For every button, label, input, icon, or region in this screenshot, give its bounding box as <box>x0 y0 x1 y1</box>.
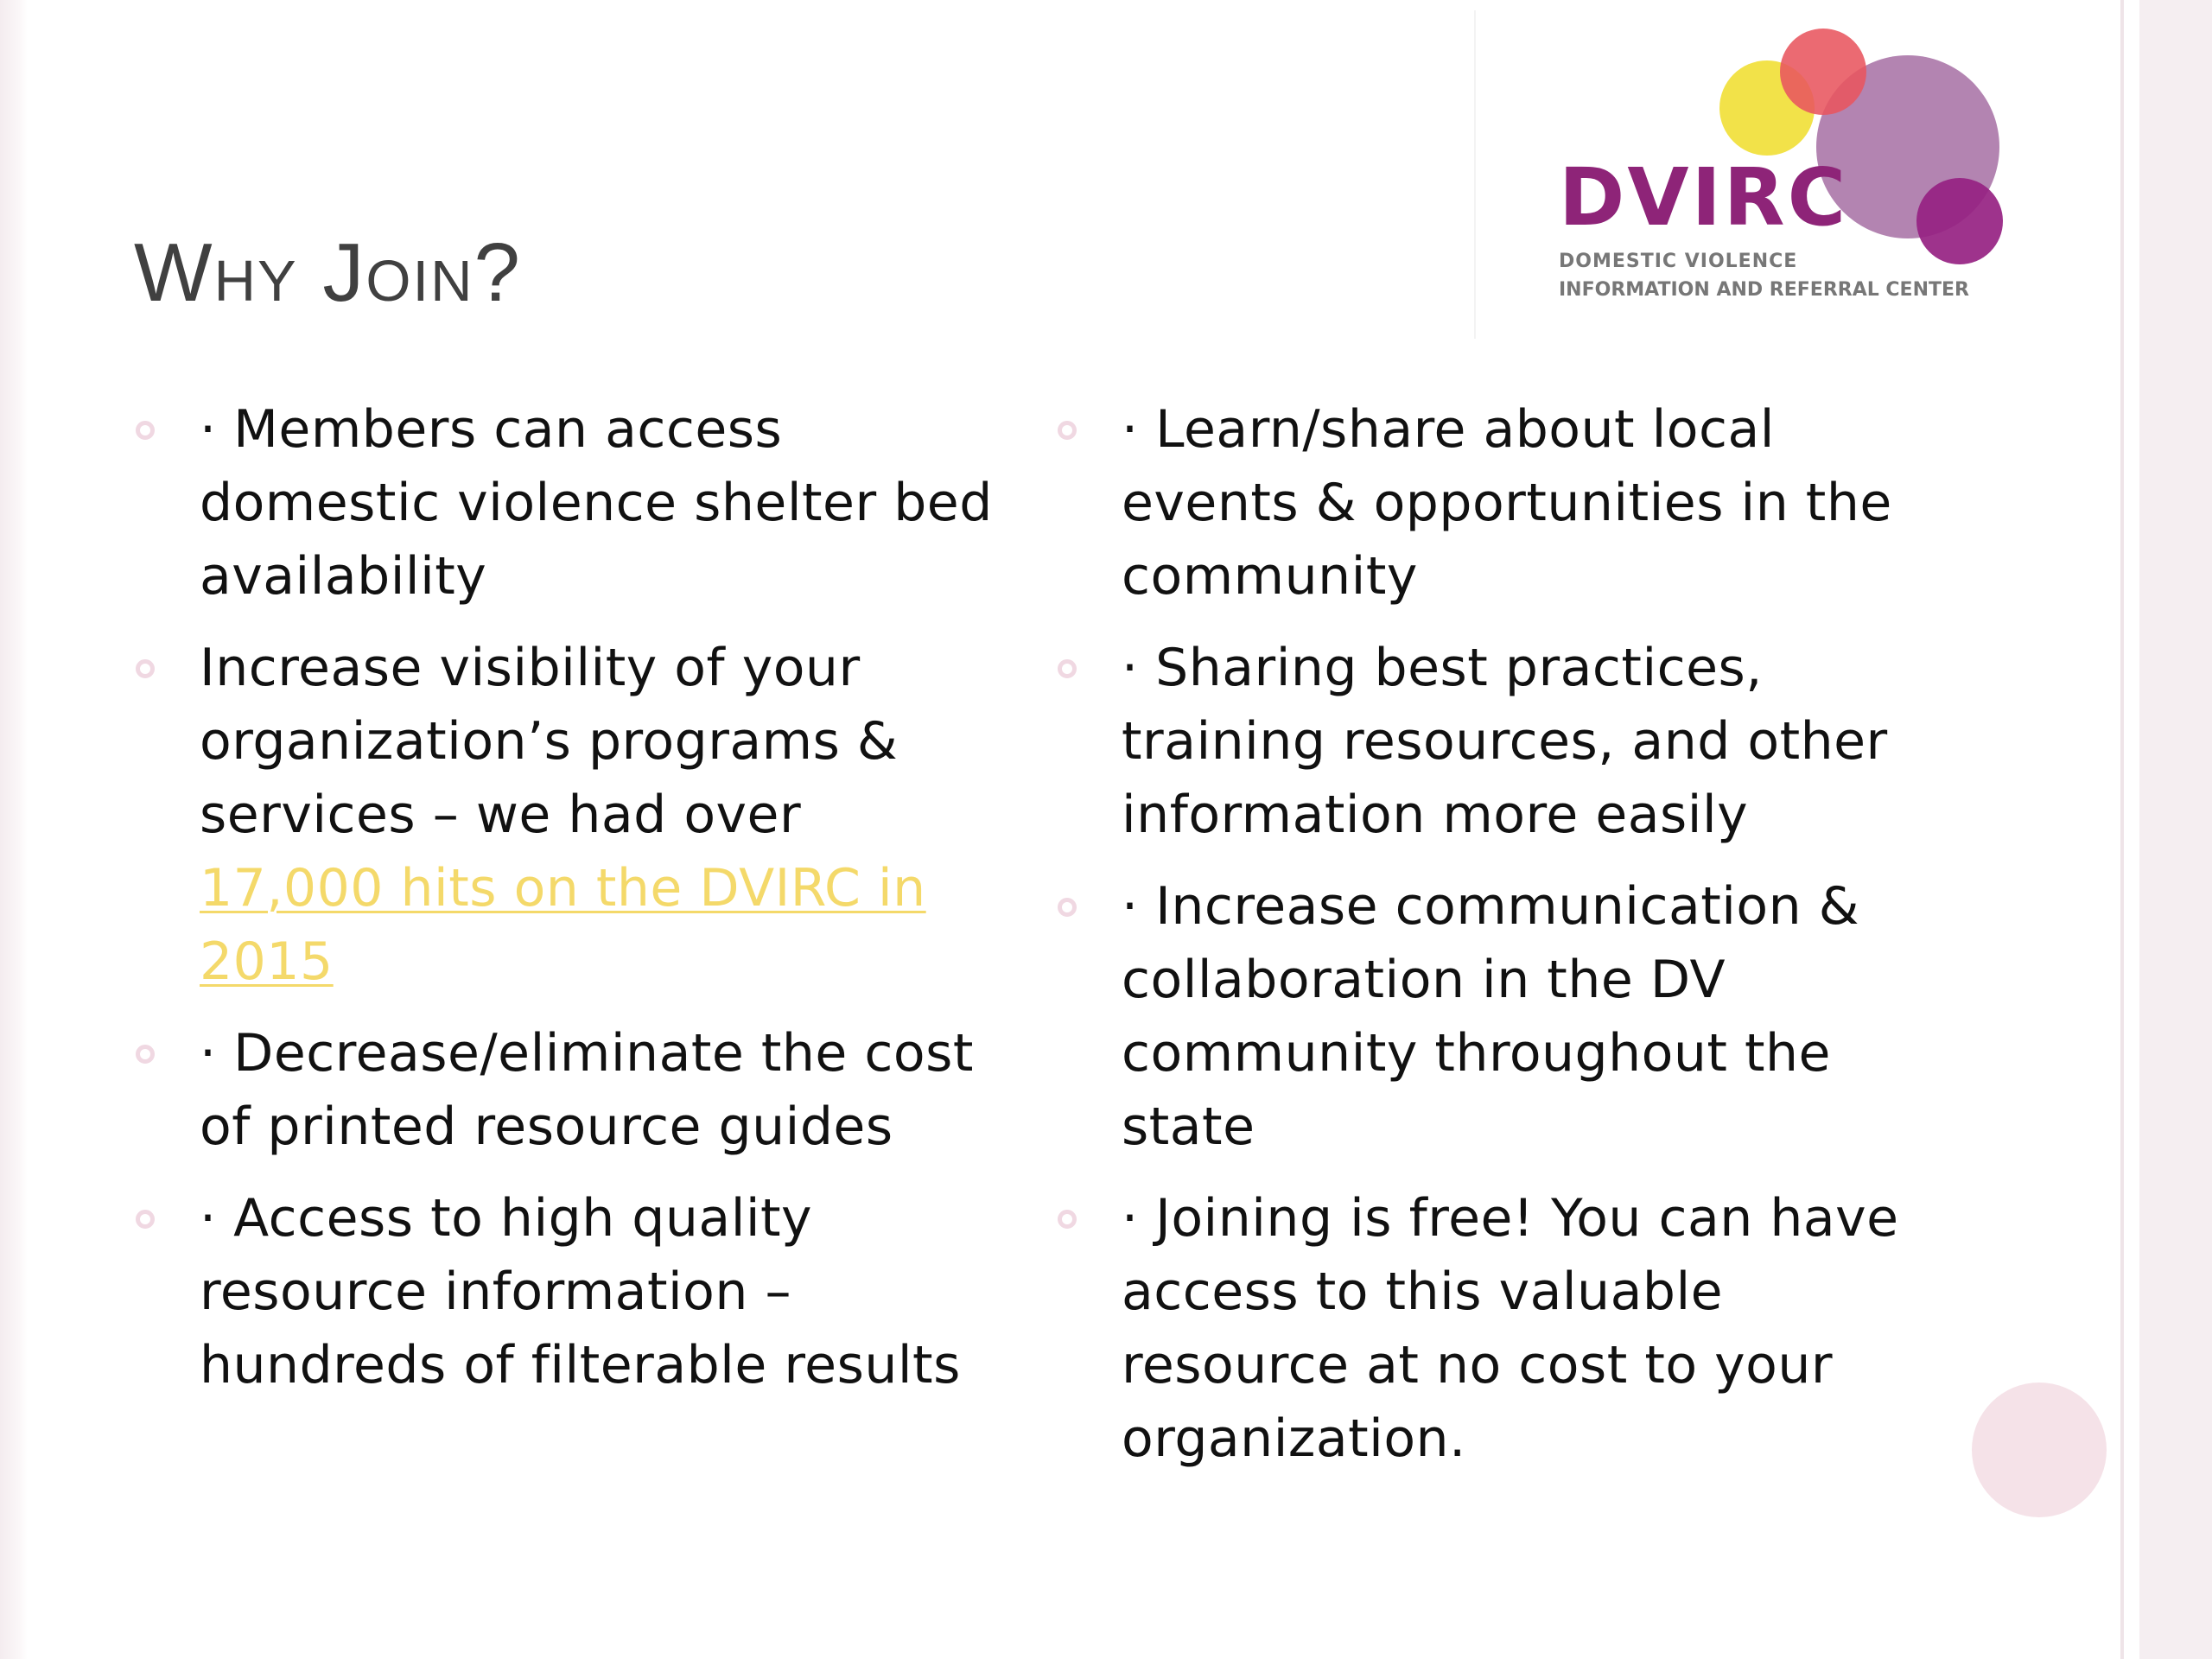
bullet-item-shelter-availability <box>134 393 998 613</box>
bullet-text: · Members can access domestic violence shelter bed availability <box>200 399 993 607</box>
logo-purple-circle <box>1916 178 2003 264</box>
bullet-item-local-events <box>1056 393 1955 613</box>
logo-subtitle-line2: INFORMATION AND REFERRAL CENTER <box>1559 279 1969 301</box>
bullet-circle-icon <box>1058 659 1077 678</box>
bullet-circle-icon <box>1058 1210 1077 1229</box>
logo-coral-circle <box>1780 29 1866 115</box>
left-bullet-list <box>134 393 998 1421</box>
bullet-circle-icon <box>1058 898 1077 917</box>
logo-subtitle-line1: DOMESTIC VIOLENCE <box>1559 251 1798 272</box>
bullet-circle-icon <box>136 1210 155 1229</box>
bullet-text: Increase visibility of your organization’s programs & services – we had over <box>200 638 899 845</box>
slide-right-strip <box>2139 0 2212 1659</box>
bullet-circle-icon <box>136 421 155 440</box>
bullet-text: · Access to high quality resource information – hundreds of filterable results <box>200 1188 961 1395</box>
bullet-text: · Decrease/eliminate the cost of printed resource guides <box>200 1023 974 1157</box>
bullet-circle-icon <box>1058 421 1077 440</box>
bullet-text: · Sharing best practices, training resources, and other information more easily <box>1122 638 1888 845</box>
dvirc-logo-graphic <box>1476 10 2034 339</box>
bullet-item-best-practices <box>1056 632 1955 852</box>
bullet-item-printed-guides <box>134 1017 998 1164</box>
right-bullet-list <box>1056 393 1955 1494</box>
bullet-text: · Increase communication & collaboration in the DV community throughout the state <box>1122 876 1859 1157</box>
bullet-item-joining-free <box>1056 1182 1955 1476</box>
bullet-circle-icon <box>136 659 155 678</box>
dvirc-logo <box>1474 10 2034 339</box>
bullet-item-visibility <box>134 632 998 999</box>
bullet-item-communication <box>1056 870 1955 1164</box>
bullet-text: · Learn/share about local events & opportunities in the community <box>1122 399 1892 607</box>
bullet-circle-icon <box>136 1045 155 1064</box>
slide-right-border <box>2120 0 2124 1659</box>
slide-title: Why Join? <box>134 226 522 319</box>
bullet-text: · Joining is free! You can have access to this valuable resource at no cost to your organization. <box>1122 1188 1899 1469</box>
dvirc-hits-link[interactable]: 17,000 hits on the DVIRC in 2015 <box>200 858 926 992</box>
decorative-circle <box>1972 1382 2107 1517</box>
logo-name: DVIRC <box>1559 151 1849 244</box>
bullet-item-resource-information <box>134 1182 998 1402</box>
slide-left-edge <box>0 0 28 1659</box>
